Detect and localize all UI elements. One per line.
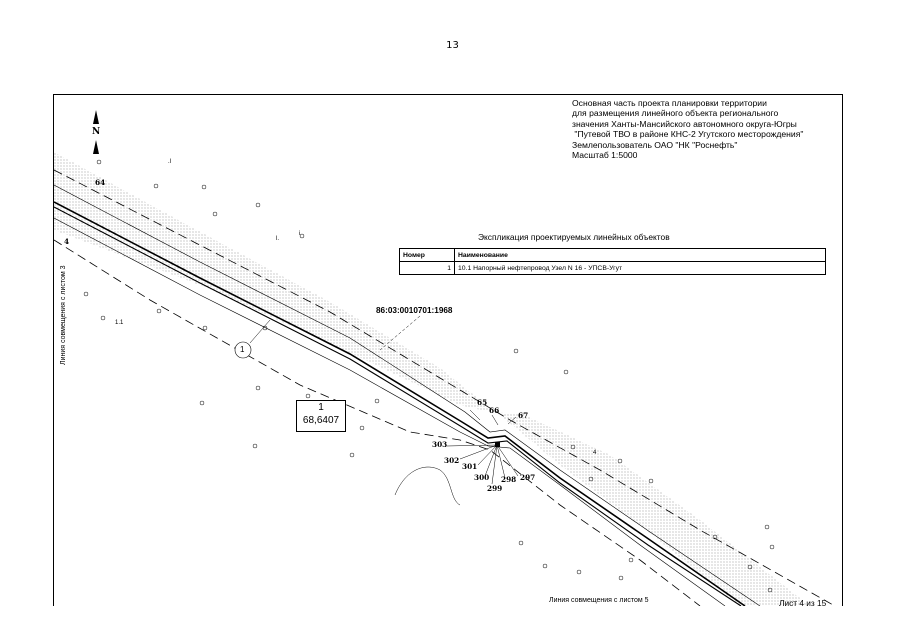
point-label-302: 302 <box>444 456 460 465</box>
point-label-299: 299 <box>487 484 503 493</box>
cadastral-number: 86:03:0010701:1968 <box>376 306 453 315</box>
point-label-297: 297 <box>520 473 536 482</box>
point-label-4: 4 <box>64 237 70 246</box>
page-number: 13 <box>446 40 459 51</box>
corridor-edge-lower <box>54 218 725 606</box>
point-label-65: 65 <box>477 398 488 407</box>
bottom-match-line-label: Линия совмещения с листом 5 <box>549 597 649 604</box>
table-header-row <box>400 249 826 262</box>
callout-number: 1 <box>240 345 245 354</box>
point-label-300: 300 <box>474 473 490 482</box>
parcel-box <box>296 400 346 432</box>
point-label-303: 303 <box>432 440 448 449</box>
title-block <box>572 98 803 160</box>
point-label-66: 66 <box>489 406 500 415</box>
map-mark: 4 <box>593 450 597 456</box>
header-name: Наименование <box>455 249 826 262</box>
parcel-number: 1 <box>318 402 324 413</box>
point-label-298: 298 <box>501 475 517 484</box>
title-line: значения Ханты-Мансийского автономного округа-Югры <box>572 118 797 129</box>
sheet-number: Лист 4 из 15 <box>779 598 827 608</box>
title-line: Основная часть проекта планировки территории <box>572 98 767 108</box>
title-line: для размещения линейного объекта регионального <box>572 108 779 119</box>
contour-line <box>395 467 460 505</box>
row-name: 10.1 Напорный нефтепровод Узел N 16 - УПСВ-Угут <box>455 262 826 275</box>
title-line: Землепользователь ОАО "НК "Роснефть" <box>572 139 738 150</box>
row-number: 1 <box>400 262 455 275</box>
side-match-line-label: Линия совмещения с листом 3 <box>60 265 67 365</box>
header-number: Номер <box>400 249 455 262</box>
map-mark: .l <box>168 159 171 165</box>
explication-table <box>399 248 826 275</box>
table-row <box>400 262 826 275</box>
explication-title: Экспликация проектируемых линейных объектов <box>478 232 670 242</box>
map-mark: 1.1 <box>115 320 124 326</box>
point-label-67: 67 <box>518 411 529 420</box>
callout-leader <box>250 320 270 343</box>
title-line: Масштаб 1:5000 <box>572 150 638 161</box>
title-line: "Путевой ТВО в районе КНС-2 Угутского месторождения" <box>572 129 804 140</box>
map-mark: i <box>299 231 301 237</box>
north-label: N <box>92 127 101 137</box>
boundary-dashed-lower <box>54 240 700 606</box>
point-label-64: 64 <box>95 178 106 187</box>
parcel-area: 68,6407 <box>302 415 340 426</box>
point-marker <box>495 442 500 447</box>
corridor-hatch <box>54 152 810 606</box>
point-label-301: 301 <box>462 462 478 471</box>
map-mark: l. <box>276 236 279 242</box>
